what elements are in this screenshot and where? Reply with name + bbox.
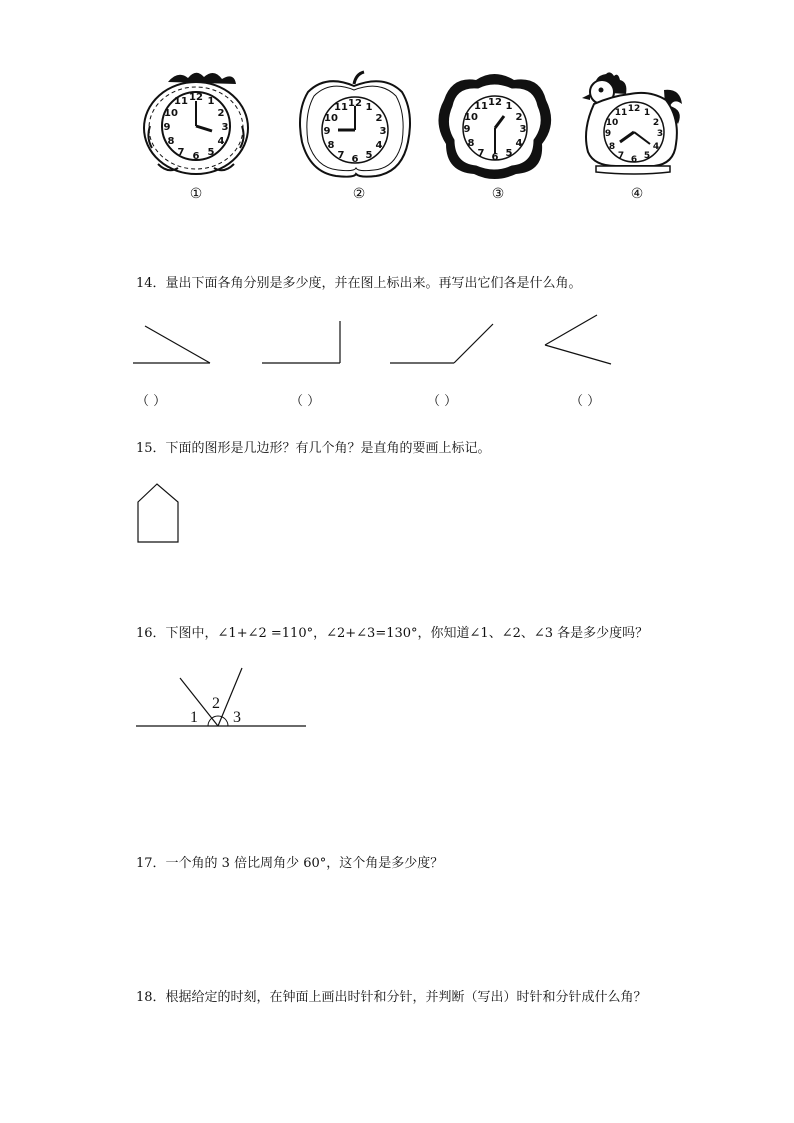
q14-angle-1 — [132, 322, 212, 366]
question-16: 16．下图中，∠1+∠2 =110°，∠2+∠3=130°，你知道∠1、∠2、∠3 各是多少度吗？ — [136, 626, 649, 641]
clock-numeral: 7 — [177, 147, 185, 158]
svg-text:2: 2 — [515, 112, 523, 123]
svg-text:4: 4 — [515, 138, 523, 149]
svg-text:5: 5 — [643, 151, 651, 161]
svg-text:7: 7 — [477, 148, 485, 159]
clock-numeral: 5 — [207, 147, 215, 158]
svg-text:4: 4 — [652, 142, 660, 152]
clock-2-label: ② — [352, 186, 366, 202]
clock-numeral: 11 — [174, 96, 188, 107]
q16-angle-figure — [134, 664, 310, 730]
clock-numeral: 2 — [217, 108, 225, 119]
question-18: 18．根据给定的时刻，在钟面上画出时针和分针，并判断（写出）时针和分针成什么角？ — [136, 990, 647, 1005]
angle-label-2: 2 — [212, 695, 220, 712]
pentagon-figure — [136, 482, 182, 546]
svg-text:9: 9 — [463, 124, 471, 135]
svg-text:11: 11 — [474, 101, 488, 112]
clock-numeral: 8 — [167, 136, 175, 147]
svg-text:5: 5 — [365, 150, 373, 161]
svg-text:1: 1 — [365, 102, 373, 113]
svg-text:8: 8 — [608, 142, 616, 152]
svg-text:2: 2 — [375, 113, 383, 124]
clock-numeral: 4 — [217, 136, 225, 147]
q14-answer-blank-2[interactable]: （ ） — [290, 394, 321, 409]
svg-text:7: 7 — [617, 151, 625, 161]
clock-2-image — [296, 72, 414, 180]
svg-text:9: 9 — [604, 129, 612, 139]
q14-angle-2 — [261, 320, 343, 366]
svg-text:6: 6 — [630, 155, 638, 165]
svg-text:10: 10 — [605, 118, 619, 128]
clock-numeral: 12 — [189, 92, 203, 103]
question-14: 14．量出下面各角分别是多少度，并在图上标出来。再写出它们各是什么角。 — [136, 276, 582, 291]
svg-text:12: 12 — [627, 104, 641, 114]
clock-numeral: 1 — [207, 96, 215, 107]
svg-text:6: 6 — [491, 152, 499, 163]
svg-text:3: 3 — [519, 124, 527, 135]
question-17: 17．一个角的 3 倍比周角少 60°，这个角是多少度？ — [136, 856, 444, 871]
svg-text:9: 9 — [323, 126, 331, 137]
q14-angle-3 — [389, 322, 497, 366]
question-15: 15．下面的图形是几边形？有几个角？是直角的要画上标记。 — [136, 441, 491, 456]
q14-angle-4 — [543, 314, 615, 366]
svg-text:11: 11 — [614, 108, 628, 118]
svg-text:6: 6 — [351, 154, 359, 165]
q14-answer-blank-4[interactable]: （ ） — [570, 394, 601, 409]
clock-4-image — [574, 70, 686, 178]
clock-3-image — [436, 72, 554, 180]
svg-text:8: 8 — [467, 138, 475, 149]
clock-numeral: 3 — [221, 122, 229, 133]
clock-4-label: ④ — [630, 186, 644, 202]
clock-numeral: 9 — [163, 122, 171, 133]
clock-1-label: ① — [189, 186, 203, 202]
svg-text:3: 3 — [656, 129, 664, 139]
clock-1-image — [138, 68, 258, 180]
svg-text:2: 2 — [652, 118, 660, 128]
svg-text:5: 5 — [505, 148, 513, 159]
clock-numeral: 10 — [164, 108, 178, 119]
svg-text:12: 12 — [488, 97, 502, 108]
clock-3-label: ③ — [491, 186, 505, 202]
angle-label-1: 1 — [190, 709, 198, 726]
angle-label-3: 3 — [233, 709, 241, 726]
svg-text:10: 10 — [464, 112, 478, 123]
svg-text:7: 7 — [337, 150, 345, 161]
clock-numeral: 6 — [192, 151, 200, 162]
svg-text:1: 1 — [643, 108, 651, 118]
svg-text:10: 10 — [324, 113, 338, 124]
svg-text:4: 4 — [375, 140, 383, 151]
svg-text:11: 11 — [334, 102, 348, 113]
svg-text:3: 3 — [379, 126, 387, 137]
q14-answer-blank-3[interactable]: （ ） — [427, 394, 458, 409]
svg-text:8: 8 — [327, 140, 335, 151]
svg-text:12: 12 — [348, 98, 362, 109]
svg-text:1: 1 — [505, 101, 513, 112]
q14-answer-blank-1[interactable]: （ ） — [136, 394, 167, 409]
